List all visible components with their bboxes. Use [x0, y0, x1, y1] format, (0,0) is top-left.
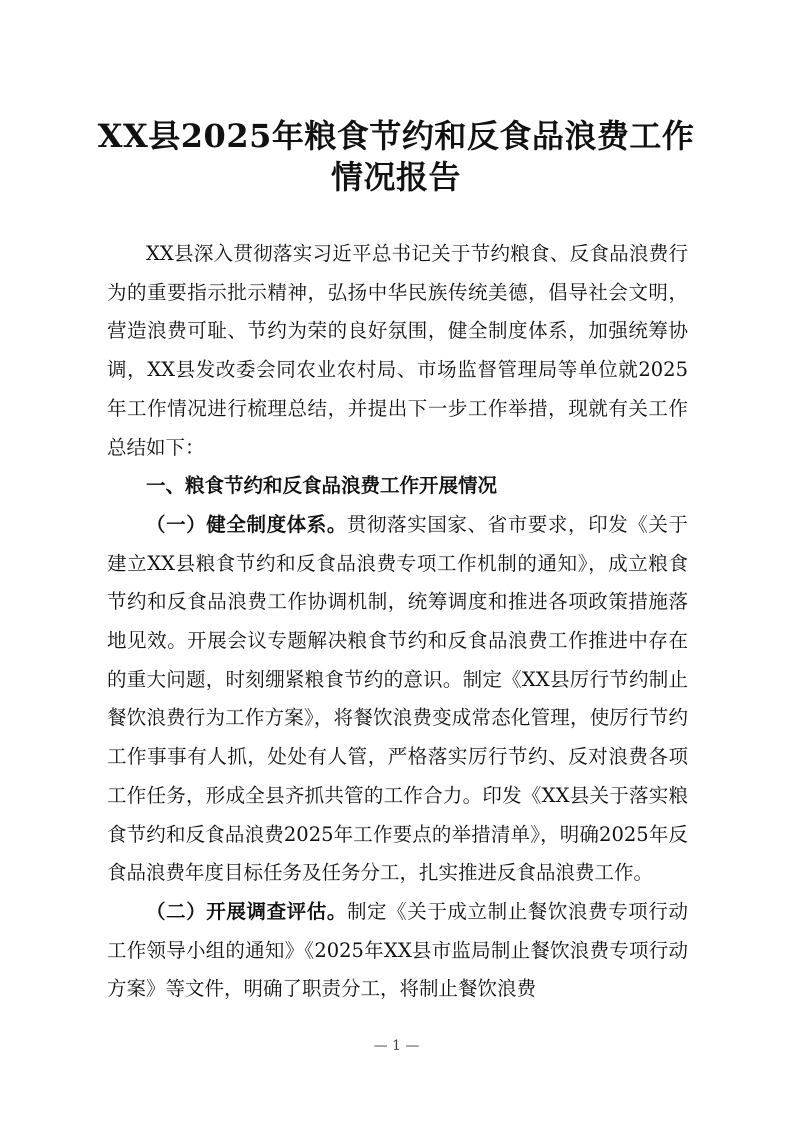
- item-lead-2: （二）开展调查评估。: [146, 899, 347, 923]
- document-body: [107, 235, 688, 1009]
- section-heading-1: 一、粮食节约和反食品浪费工作开展情况: [146, 474, 498, 498]
- document-title-line1: XX县2025年粮食节约和反食品浪费工作: [97, 117, 695, 155]
- item-text-2: 制定《关于成立制止餐饮浪费专项行动工作领导小组的通知》《2025年XX县市监局制止餐饮浪费专项行动方案》等文件，明确了职责分工，将制止餐饮浪费: [107, 899, 688, 1001]
- item-paragraph-1: [107, 506, 688, 893]
- item-paragraph-2: [107, 893, 688, 1009]
- item-text-1: 贯彻落实国家、省市要求，印发《关于建立XX县粮食节约和反食品浪费专项工作机制的通知》，成立粮食节约和反食品浪费工作协调机制，统筹调度和推进各项政策措施落地见效。开展会议专题解决粮食节约和反食品浪费工作推进中存在的重大问题，时刻绷紧粮食节约的意识。制定《XX县厉行节约制止餐饮浪费行为工作方案》，将餐饮浪费变成常态化管理，使厉行节约工作事事有人抓，处处有人管，严格落实厉行节约、反对浪费各项工作任务，形成全县齐抓共管的工作合力。印发《XX县关于落实粮食节约和反食品浪费2025年工作要点的举措清单》，明确2025年反食品浪费年度目标任务及任务分工，扎实推进反食品浪费工作。: [107, 512, 688, 885]
- item-lead-1: （一）健全制度体系。: [146, 512, 347, 536]
- document-title-line2: 情况报告: [330, 158, 461, 196]
- intro-paragraph: XX县深入贯彻落实习近平总书记关于节约粮食、反食品浪费行为的重要指示批示精神，弘扬中华民族传统美德，倡导社会文明，营造浪费可耻、节约为荣的良好氛围，健全制度体系，加强统筹协调，XX县发改委会同农业农村局、市场监督管理局等单位就2025年工作情况进行梳理总结，并提出下一步工作举措，现就有关工作总结如下：: [107, 242, 688, 459]
- page-number: — 1 —: [373, 1038, 420, 1054]
